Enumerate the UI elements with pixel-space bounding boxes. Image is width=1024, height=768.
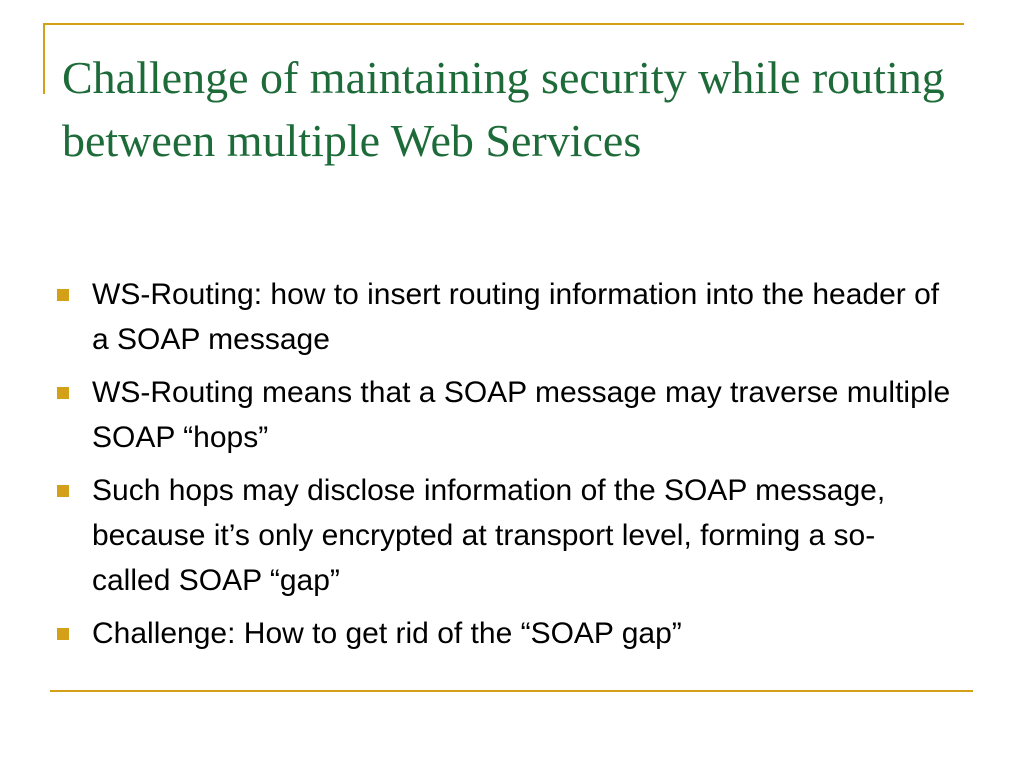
bullet-text: WS-Routing means that a SOAP message may traverse multiple SOAP “hops” — [92, 376, 951, 454]
frame-bottom-line — [50, 690, 973, 692]
slide-title: Challenge of maintaining security while routing between multiple Web Services — [62, 52, 945, 166]
square-bullet-icon — [57, 628, 69, 640]
frame-top-line — [43, 23, 964, 25]
bullet-text: WS-Routing: how to insert routing information into the header of a SOAP message — [92, 278, 940, 356]
bullet-item — [52, 468, 952, 603]
square-bullet-icon — [57, 485, 69, 497]
frame-vertical-line — [43, 23, 45, 94]
square-bullet-icon — [57, 289, 69, 301]
bullet-item — [52, 611, 952, 656]
bullet-item — [52, 370, 952, 460]
bullet-item — [52, 272, 952, 362]
bullet-text: Challenge: How to get rid of the “SOAP gap” — [92, 617, 682, 650]
bullet-list — [52, 272, 952, 664]
square-bullet-icon — [57, 387, 69, 399]
bullet-text: Such hops may disclose information of the SOAP message, because it’s only encrypted at transport level, forming a so-called SOAP “gap” — [92, 474, 886, 597]
